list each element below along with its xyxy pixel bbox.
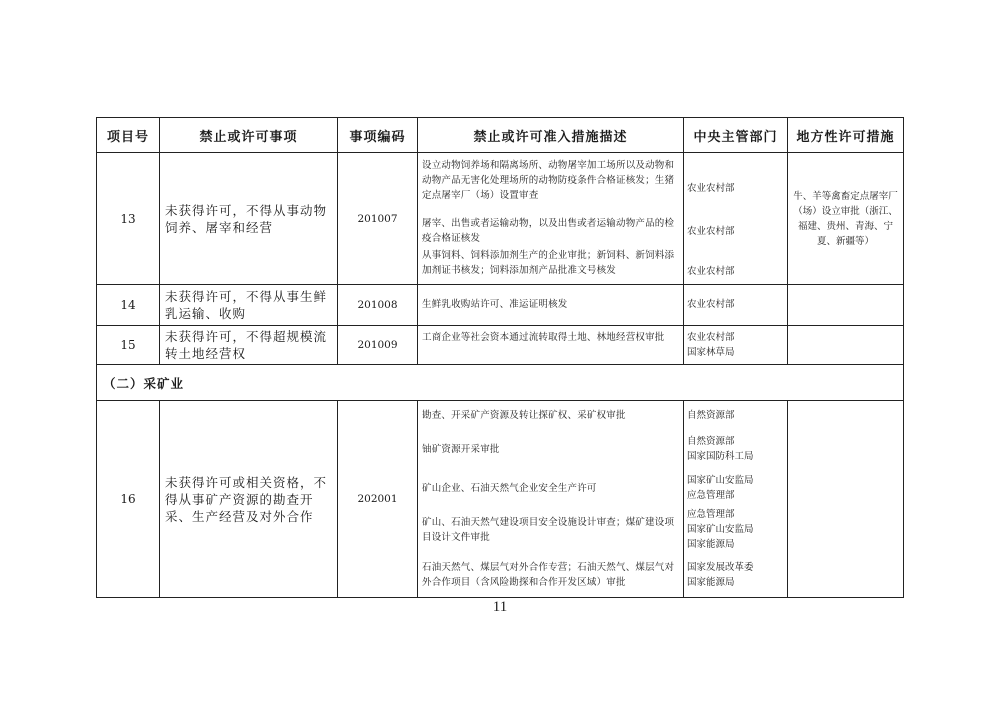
measure-text: 铀矿资源开采审批 <box>422 444 500 455</box>
row-measures <box>418 401 684 598</box>
permit-table <box>96 117 904 598</box>
department-text: 农业农村部 <box>687 183 735 194</box>
header-measure-description: 禁止或许可准入措施描述 <box>418 118 684 153</box>
header-item-code: 事项编码 <box>338 118 418 153</box>
measure-text: 屠宰、出售或者运输动物，以及出售或者运输动物产品的检疫合格证核发 <box>422 218 675 244</box>
table-row <box>97 401 904 598</box>
department-text: 自然资源部 <box>687 410 735 421</box>
row-local-measures <box>788 401 904 598</box>
header-local-measures: 地方性许可措施 <box>788 118 904 153</box>
row-item: 未获得许可，不得从事动物饲养、屠宰和经营 <box>160 153 338 285</box>
row-measures <box>418 326 684 365</box>
row-number: 13 <box>97 153 160 285</box>
table-header-row <box>97 118 904 153</box>
measure-text: 工商企业等社会资本通过流转取得土地、林地经营权审批 <box>422 332 665 343</box>
row-measures <box>418 153 684 285</box>
measure-text: 矿山企业、石油天然气企业安全生产许可 <box>422 483 597 494</box>
row-departments <box>684 401 788 598</box>
measure-text: 石油天然气、煤层气对外合作专营；石油天然气、煤层气对外合作项目（含风险勘探和合作开发区域）审批 <box>422 562 675 588</box>
row-code: 201009 <box>338 326 418 365</box>
header-item-name: 禁止或许可事项 <box>160 118 338 153</box>
row-number: 16 <box>97 401 160 598</box>
section-title: （二）采矿业 <box>97 365 904 401</box>
section-row <box>97 365 904 401</box>
row-measures <box>418 285 684 326</box>
row-code: 202001 <box>338 401 418 598</box>
department-text: 农业农村部 <box>687 266 735 277</box>
department-text: 国家矿山安监局 应急管理部 <box>687 475 754 501</box>
department-text: 农业农村部 <box>687 226 735 237</box>
header-central-department: 中央主管部门 <box>684 118 788 153</box>
table-row <box>97 326 904 365</box>
row-code: 201007 <box>338 153 418 285</box>
department-text: 应急管理部 国家矿山安监局 国家能源局 <box>687 509 754 550</box>
row-code: 201008 <box>338 285 418 326</box>
department-text: 农业农村部 国家林草局 <box>687 332 735 358</box>
department-text: 国家发展改革委 国家能源局 <box>687 562 754 588</box>
row-departments <box>684 326 788 365</box>
measure-text: 勘查、开采矿产资源及转让探矿权、采矿权审批 <box>422 410 626 421</box>
row-departments <box>684 153 788 285</box>
row-item: 未获得许可，不得超规模流转土地经营权 <box>160 326 338 365</box>
page-number: 11 <box>492 599 508 615</box>
table-row <box>97 153 904 285</box>
measure-text: 矿山、石油天然气建设项目安全设施设计审查；煤矿建设项目设计文件审批 <box>422 517 675 543</box>
row-number: 14 <box>97 285 160 326</box>
table-row <box>97 285 904 326</box>
department-text: 自然资源部 国家国防科工局 <box>687 436 754 462</box>
row-number: 15 <box>97 326 160 365</box>
row-departments <box>684 285 788 326</box>
measure-text: 设立动物饲养场和隔离场所、动物屠宰加工场所以及动物和动物产品无害化处理场所的动物防疫条件合格证核发；生猪定点屠宰厂（场）设置审查 <box>422 160 675 201</box>
row-item: 未获得许可，不得从事生鲜乳运输、收购 <box>160 285 338 326</box>
header-item-number: 项目号 <box>97 118 160 153</box>
measure-text: 生鲜乳收购站许可、准运证明核发 <box>422 299 568 310</box>
row-item: 未获得许可或相关资格，不得从事矿产资源的勘查开采、生产经营及对外合作 <box>160 401 338 598</box>
row-local-measures <box>788 326 904 365</box>
row-local-measures <box>788 285 904 326</box>
row-local-measures: 牛、羊等禽畜定点屠宰厂（场）设立审批（浙江、福建、贵州、青海、宁夏、新疆等） <box>788 153 904 285</box>
department-text: 农业农村部 <box>687 299 735 310</box>
measure-text: 从事饲料、饲料添加剂生产的企业审批；新饲料、新饲料添加剂证书核发；饲料添加剂产品批准文号核发 <box>422 250 675 276</box>
